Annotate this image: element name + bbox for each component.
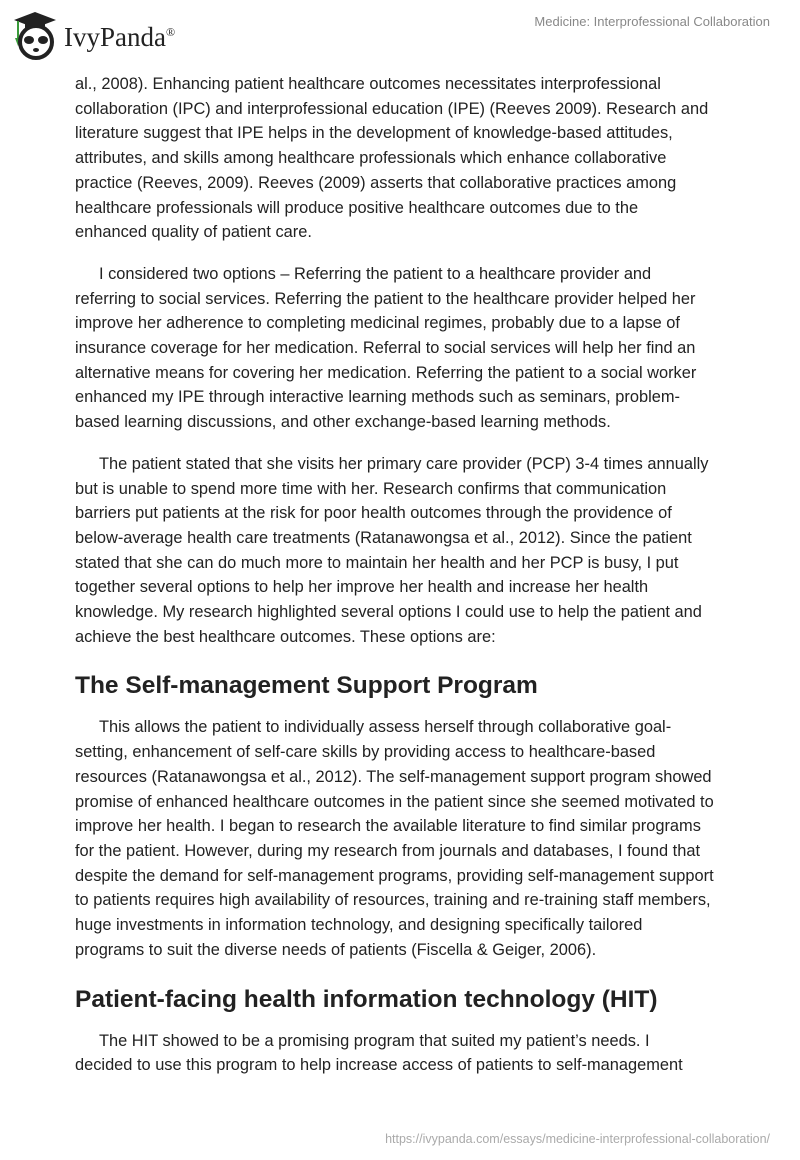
text-line: enhanced quality of patient care. bbox=[75, 223, 312, 242]
text-line: I considered two options – Referring the patient to a healthcare provider and bbox=[99, 264, 652, 283]
text-line: together several options to help her improve her health and increase her health bbox=[75, 578, 649, 597]
text-line: barriers put patients at the risk for poor health outcomes through the providence of bbox=[75, 504, 672, 523]
text-line: but is unable to spend more time with her. Research confirms that communication bbox=[75, 479, 667, 498]
paragraph bbox=[75, 72, 735, 245]
text-line: promise of enhanced healthcare outcomes in the patient since she seemed motivated to bbox=[75, 792, 714, 811]
paragraph bbox=[75, 262, 735, 435]
panda-logo-icon bbox=[12, 8, 58, 62]
text-line: setting, enhancement of self-care skills by providing access to healthcare-based bbox=[75, 743, 656, 762]
text-line: based learning discussions, and other exchange-based learning methods. bbox=[75, 413, 611, 432]
ivypanda-logo[interactable] bbox=[12, 8, 175, 62]
text-line: practice (Reeves, 2009). Reeves (2009) asserts that collaborative practices among bbox=[75, 173, 677, 192]
registered-mark: ® bbox=[165, 24, 176, 39]
page-url[interactable]: https://ivypanda.com/essays/medicine-interprofessional-collaboration/ bbox=[385, 1132, 770, 1146]
text-line: The patient stated that she visits her primary care provider (PCP) 3-4 times annually bbox=[99, 454, 709, 473]
text-line: resources (Ratanawongsa et al., 2012). The self-management support program showed bbox=[75, 767, 712, 786]
paragraph bbox=[75, 452, 735, 650]
text-line: referring to social services. Referring the patient to the healthcare provider helped her bbox=[75, 289, 696, 308]
text-line: alternative means for covering her medication. Referring the patient to a social worker bbox=[75, 363, 697, 382]
text-line: to patients requires high availability of resources, training and re-training staff members, bbox=[75, 891, 711, 910]
text-line: This allows the patient to individually assess herself through collaborative goal- bbox=[99, 718, 672, 737]
text-line: huge investments in information technology, and designing specifically tailored bbox=[75, 916, 643, 935]
document-title: Medicine: Interprofessional Collaboration bbox=[534, 14, 770, 29]
text-line: despite the demand for self-management programs, providing self-management support bbox=[75, 866, 714, 885]
text-line: below-average health care treatments (Ratanawongsa et al., 2012). Since the patient bbox=[75, 528, 692, 547]
text-line: enhanced my IPE through interactive learning methods such as seminars, problem- bbox=[75, 388, 680, 407]
text-line: The HIT showed to be a promising program that suited my patient’s needs. I bbox=[99, 1031, 650, 1050]
paragraph bbox=[75, 715, 735, 962]
text-line: stated that she can do much more to maintain her health and her PCP is busy, I put bbox=[75, 553, 679, 572]
section-heading: The Self-management Support Program bbox=[75, 672, 538, 700]
text-line: knowledge. My research highlighted several options I could use to help the patient and bbox=[75, 603, 702, 622]
text-line: improve her adherence to completing medicinal regimes, probably due to a lapse of bbox=[75, 314, 680, 333]
text-line: attributes, and skills among healthcare professionals which enhance collaborative bbox=[75, 149, 667, 168]
text-line: for the patient. However, during my research from journals and databases, I found that bbox=[75, 841, 701, 860]
text-line: collaboration (IPC) and interprofessional education (IPE) (Reeves 2009). Research and bbox=[75, 99, 709, 118]
essay-content bbox=[75, 72, 735, 1095]
text-line: literature suggest that IPE helps in the development of knowledge-based attitudes, bbox=[75, 124, 673, 143]
section-heading: Patient-facing health information technology (HIT) bbox=[75, 985, 658, 1013]
text-line: improve her health. I began to research the available literature to find similar programs bbox=[75, 817, 701, 836]
text-line: healthcare professionals will produce positive healthcare outcomes due to the bbox=[75, 198, 639, 217]
text-line: achieve the best healthcare outcomes. These options are: bbox=[75, 627, 496, 646]
paragraph bbox=[75, 1029, 735, 1078]
text-line: decided to use this program to help increase access of patients to self-management bbox=[75, 1056, 683, 1075]
text-line: al., 2008). Enhancing patient healthcare outcomes necessitates interprofessional bbox=[75, 75, 661, 93]
text-line: insurance coverage for her medication. Referral to social services will help her find an bbox=[75, 339, 696, 358]
text-line: programs to suit the diverse needs of patients (Fiscella & Geiger, 2006). bbox=[75, 940, 597, 959]
logo-text: IvyPanda bbox=[64, 21, 166, 52]
